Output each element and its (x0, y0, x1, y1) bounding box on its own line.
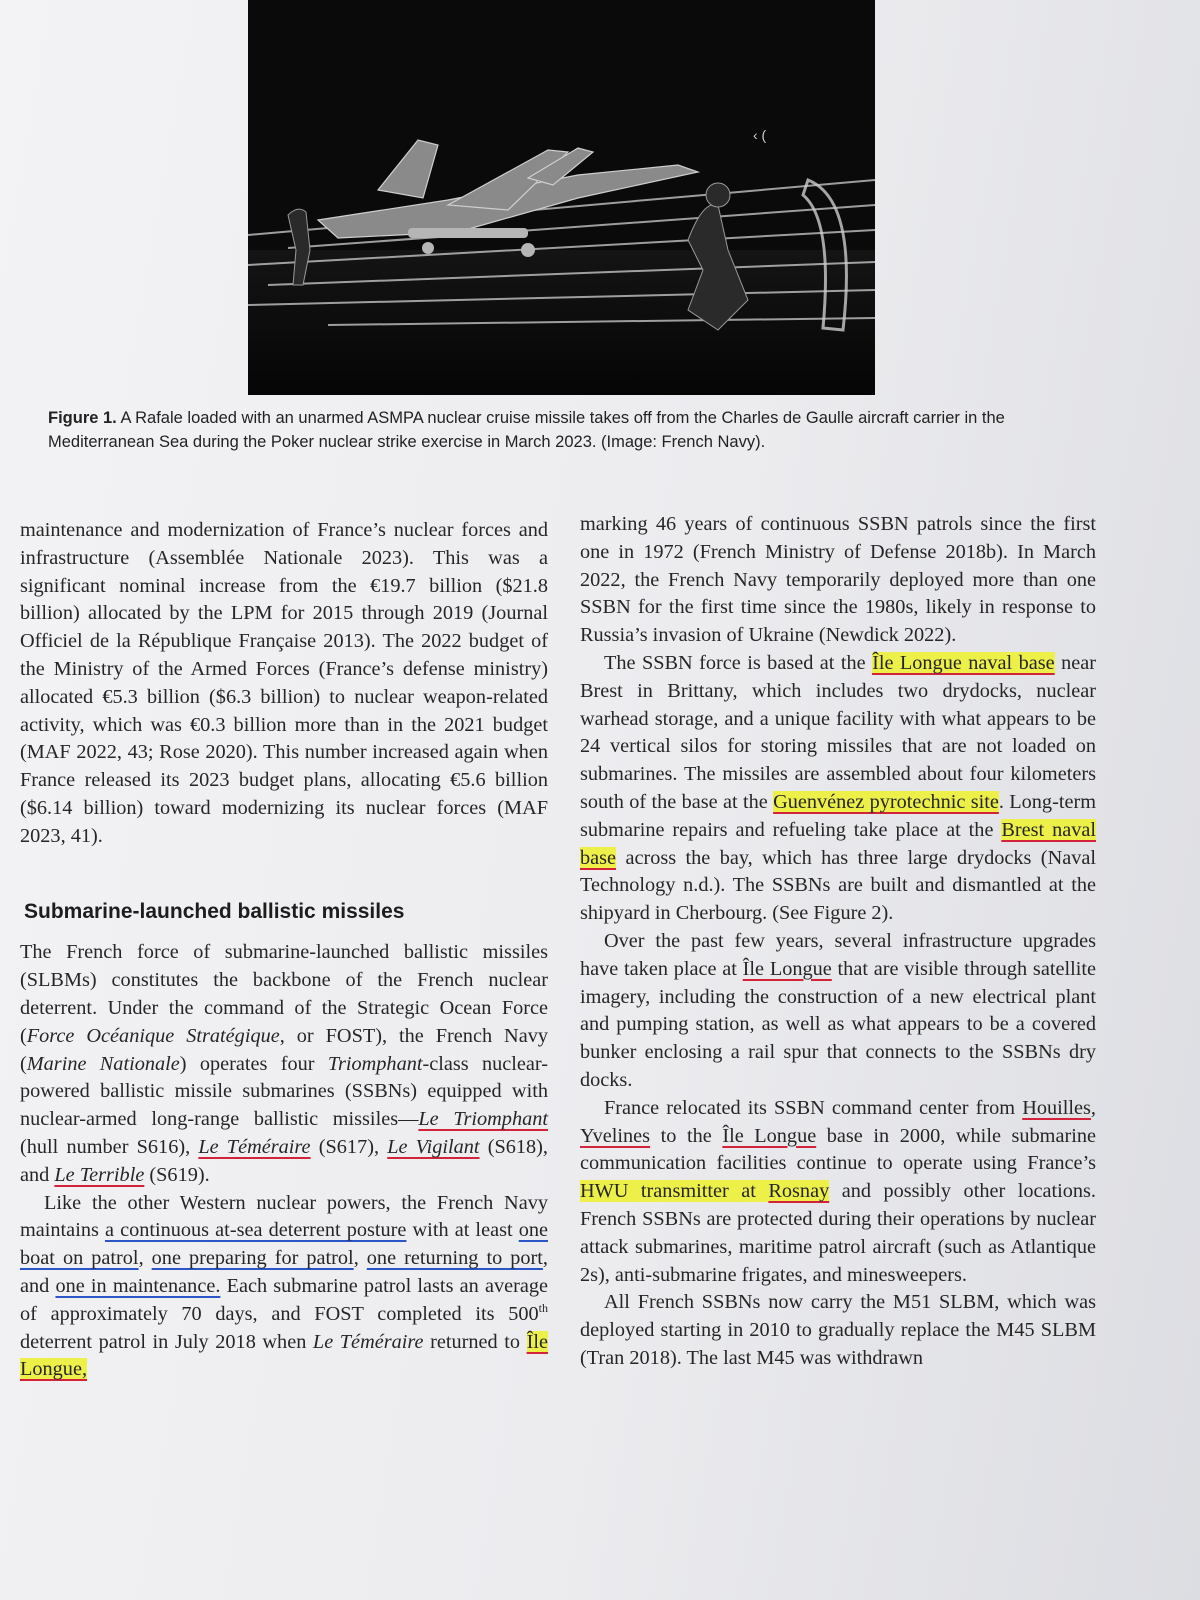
figure-label: Figure 1. (48, 409, 117, 427)
highlighted-place: Rosnay (768, 1180, 830, 1203)
figure-caption (48, 406, 1088, 454)
underlined-place: Île Longue (722, 1124, 817, 1147)
submarine-name: Le Triomphant (418, 1108, 549, 1131)
highlighted-place: Brest naval base (580, 818, 1096, 869)
right-column (580, 511, 1096, 1373)
section-heading: Submarine-launched ballistic missiles (24, 899, 405, 923)
highlighted-phrase: HWU transmitter at (580, 1180, 769, 1203)
submarine-name: Le Téméraire (198, 1135, 311, 1158)
underlined-phrase: a continuous at-sea deterrent posture (104, 1219, 407, 1242)
left-column (20, 517, 548, 1384)
underlined-place: Île Longue (742, 957, 832, 980)
highlighted-place: Île Longue naval base (872, 651, 1055, 674)
paragraph-budget: maintenance and modernization of France’s nuclear forces and infrastructure (Assemblée Nationale 2023). This was a significant nominal increase from the €19.7 billion ($21.8 billion) allocated by the LPM for 2015 through 2019 (Journal Officiel de la République Française 2013). The 2022 budget of the Ministry of the Armed Forces (France’s defense ministry) allocated €5.3 billion ($6.3 billion) to nuclear weapon-related activity, which was €0.3 billion more than in the 2021 budget (MAF 2022, 43; Rose 2020). This number increased again when France released its 2023 budget plans, allocating €5.6 billion ($6.14 billion) toward modernizing its nuclear forces (MAF 2023, 41). (20, 519, 548, 847)
figure-photo (248, 0, 875, 395)
paragraph-command-center: France relocated its SSBN command center from Houilles, Yvelines to the Île Longue base in 2000, while submarine communication facilities continue to operate using France’s HWU transmitter at Rosnay and possibly other locations. French SSBNs are protected during their operations by nuclear attack submarines, maritime patrol aircraft (such as Atlantique 2s), anti-submarine frigates, and minesweepers. (580, 1096, 1096, 1286)
underlined-place: Houilles (1022, 1096, 1091, 1119)
svg-text:‹ (: ‹ ( (753, 127, 767, 143)
paragraph-deterrent-posture: Like the other Western nuclear powers, the French Navy maintains a continuous at-sea deterrent posture with at least one boat on patrol, one preparing for patrol, one returning to port, and one in maintenance. Each submarine patrol lasts an average of approximately 70 days, and FOST completed its 500th deterrent patrol in July 2018 when Le Téméraire returned to Île Longue, (20, 1191, 548, 1381)
paragraph-infrastructure: Over the past few years, several infrastructure upgrades have taken place at Île Longue that are visible through satellite imagery, including the construction of a new electrical plant and pumping station, as well as what appears to be a covered bunker enclosing a rail spur that connects to the SSBNs dry docks. (580, 929, 1096, 1091)
rafale-photo-illustration (248, 0, 875, 395)
figure-caption-text: A Rafale loaded with an unarmed ASMPA nuclear cruise missile takes off from the Charles de Gaulle aircraft carrier in the Mediterranean Sea during the Poker nuclear strike exercise in March 2023. (Image: French Navy). (48, 409, 1005, 451)
highlighted-place: Guenvénez pyrotechnic site (773, 790, 999, 813)
paragraph-continuous-patrols: marking 46 years of continuous SSBN patrols since the first one in 1972 (French Ministry of Defense 2018b). In March 2022, the French Navy temporarily deployed more than one SSBN for the first time since the 1980s, likely in response to Russia’s invasion of Ukraine (Newdick 2022). (580, 513, 1096, 647)
underlined-place: Yvelines (580, 1124, 651, 1147)
highlighted-place: Île Longue, (20, 1330, 548, 1381)
underlined-phrase: one boat on patrol (20, 1219, 548, 1270)
submarine-name: Le Terrible (54, 1163, 145, 1186)
underlined-phrase: one preparing for patrol (151, 1247, 354, 1270)
underlined-phrase: one returning to port (366, 1247, 543, 1270)
paragraph-bases: The SSBN force is based at the Île Longue naval base near Brest in Brittany, which includes two drydocks, nuclear warhead storage, and a unique facility with what appears to be 24 vertical silos for storing missiles that are not loaded on submarines. The missiles are assembled about four kilometers south of the base at the Guenvénez pyrotechnic site. Long-term submarine repairs and refueling take place at the Brest naval base across the bay, which has three large drydocks (Naval Technology n.d.). The SSBNs are built and dismantled at the shipyard in Cherbourg. (See Figure 2). (580, 651, 1097, 925)
paragraph-m51: All French SSBNs now carry the M51 SLBM, which was deployed starting in 2010 to gradually replace the M45 SLBM (Tran 2018). The last M45 was withdrawn (580, 1291, 1096, 1369)
submarine-name: Le Vigilant (387, 1135, 480, 1158)
paragraph-slbm-force: The French force of submarine-launched ballistic missiles (SLBMs) constitutes the backbone of the French nuclear deterrent. Under the command of the Strategic Ocean Force (Force Océanique Stratégique, or FOST), the French Navy (Marine Nationale) operates four Triomphant-class nuclear-powered ballistic missile submarines (SSBNs) equipped with nuclear-armed long-range ballistic missiles—Le Triomphant (hull number S616), Le Téméraire (S617), Le Vigilant (S618), and Le Terrible (S619). (20, 941, 549, 1186)
underlined-phrase: one in maintenance. (55, 1274, 221, 1297)
